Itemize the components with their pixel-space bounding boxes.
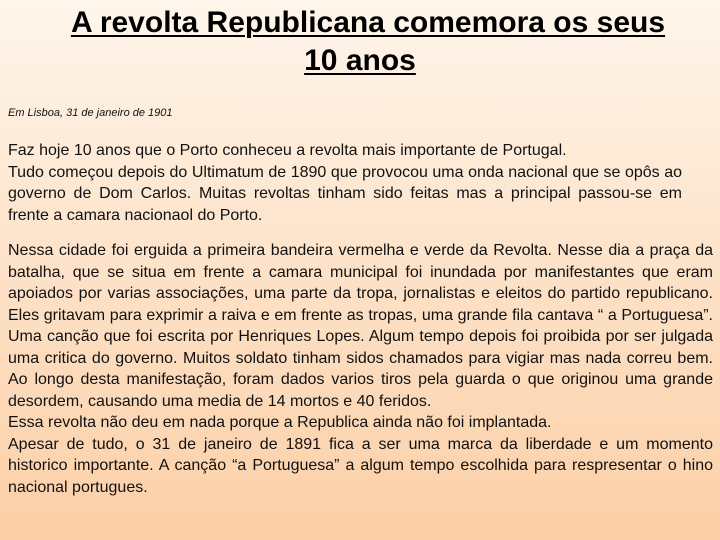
result-text: Essa revolta não deu em nada porque a Republica ainda não foi implantada. xyxy=(8,414,552,431)
body-text: Nessa cidade foi erguida a primeira bandeira vermelha e verde da Revolta. Nesse dia a praça da batalha, que se situa em frente a camara municipal foi inundada por manifestantes que eram apoiados por varias associações, uma parte da tropa, jornalistas e eleitos do partido republicano. Eles gritavam para exprimir a raiva e em frente as tropas, uma grande fila cantava “ a Portuguesa”. Uma canção que foi escrita por Henriques Lopes. Algum tempo depois foi proibida por ser julgada uma critica do governo. Muitos soldato tinham sidos chamados para vigiar mas nada correu bem. Ao longo desta manifestação, foram dados varios tiros pela guarda o que originou uma grande desordem, causando uma media de 14 mortos e 40 feridos. xyxy=(8,242,713,410)
intro-sentence: Faz hoje 10 anos que o Porto conheceu a revolta mais importante de Portugal. xyxy=(8,142,567,159)
paragraph-intro xyxy=(8,140,682,226)
intro-context: Tudo começou depois do Ultimatum de 1890 que provocou uma onda nacional que se opôs ao governo de Dom Carlos. Muitas revoltas tinham sido feitas mas a principal passou-se em frente a camara nacionaol do Porto. xyxy=(8,163,682,224)
conclusion-text: Apesar de tudo, o 31 de janeiro de 1891 fica a ser uma marca da liberdade e um momento historico importante. A canção “a Portuguesa” a algum tempo escolhida para respresentar o hino nacional portugues. xyxy=(8,435,713,496)
article-title xyxy=(0,4,720,80)
dateline: Em Lisboa, 31 de janeiro de 1901 xyxy=(8,107,173,119)
paragraph-body xyxy=(8,240,713,498)
title-line-2: 10 anos xyxy=(304,44,416,77)
title-line-1: A revolta Republicana comemora os seus xyxy=(70,6,666,39)
